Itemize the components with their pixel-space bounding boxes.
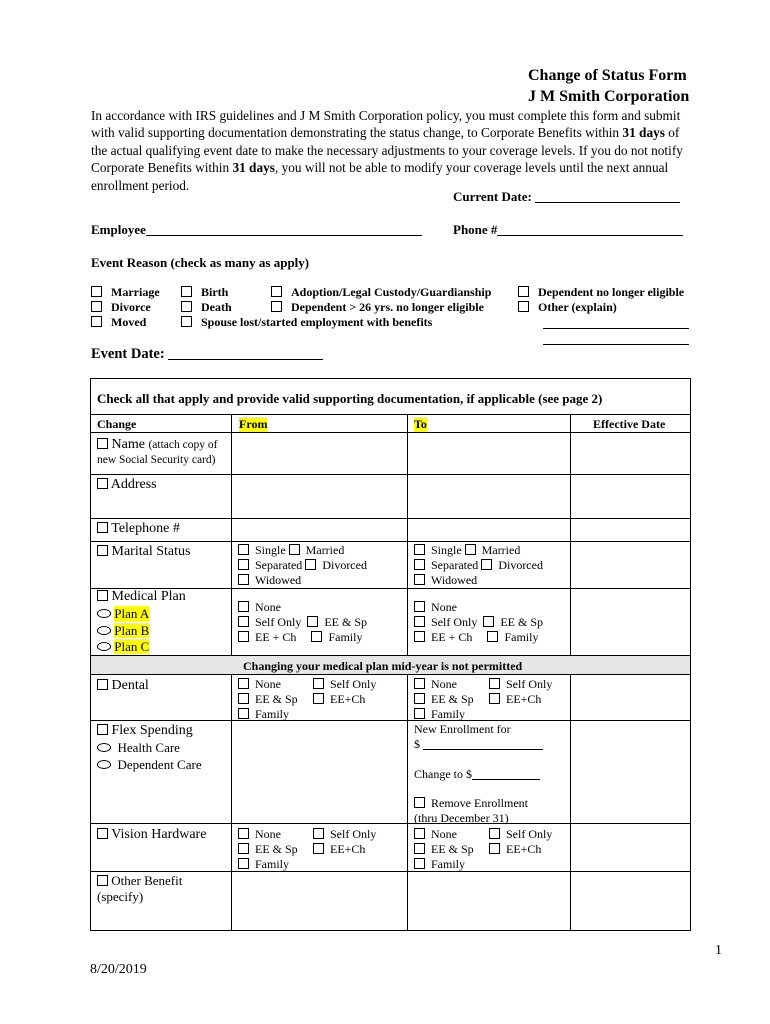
checkbox-icon[interactable] <box>238 678 249 689</box>
flex-options <box>97 740 202 773</box>
row-divider <box>90 432 691 433</box>
option-label: Family <box>504 630 539 644</box>
event-reason-col3 <box>271 285 491 315</box>
remove-label: Remove Enrollment <box>431 796 528 810</box>
option-label: Divorced <box>498 558 543 572</box>
option-label: Widowed <box>431 573 478 587</box>
marital-to-options <box>414 543 543 588</box>
checkbox-icon[interactable] <box>238 574 249 585</box>
employee-line[interactable] <box>146 223 422 236</box>
option-label: EE & Sp <box>431 842 474 856</box>
intro-line: In accordance with IRS guidelines and J M Smith Corporation policy, you must complete this form and submit <box>91 108 681 123</box>
checkbox-icon[interactable] <box>414 678 425 689</box>
flex-sub-label: Health Care <box>117 740 180 755</box>
checkbox-icon[interactable] <box>97 828 108 839</box>
checkbox-adoption[interactable] <box>271 285 491 300</box>
option-label: Separated <box>431 558 479 572</box>
current-date-line[interactable] <box>535 190 680 203</box>
checkbox-icon[interactable] <box>305 559 316 570</box>
checkbox-icon[interactable] <box>518 286 529 297</box>
change-to-field[interactable] <box>414 767 540 782</box>
row-address[interactable] <box>97 477 157 493</box>
remove-enrollment[interactable] <box>414 796 528 811</box>
other-specify: (specify) <box>97 889 144 904</box>
header-effective-date: Effective Date <box>593 417 666 431</box>
new-enrollment-line[interactable] <box>423 737 543 750</box>
checkbox-icon[interactable] <box>97 522 108 533</box>
checkbox-other[interactable] <box>518 300 684 315</box>
option-label: Divorced <box>322 558 367 572</box>
radio-icon[interactable] <box>97 743 111 752</box>
checkbox-icon[interactable] <box>91 316 102 327</box>
checkbox-icon[interactable] <box>481 559 492 570</box>
row-divider <box>90 541 691 542</box>
checkbox-icon[interactable] <box>271 286 282 297</box>
checkbox-icon[interactable] <box>414 616 425 627</box>
table-border <box>90 930 691 931</box>
intro-line: the actual qualifying event date to make the necessary adjustments to your coverage levels. If you do not notify <box>91 142 683 158</box>
checkbox-icon[interactable] <box>414 828 425 839</box>
option-label: Family <box>431 857 466 871</box>
row-marital-status[interactable] <box>97 544 190 560</box>
row-divider <box>90 720 691 721</box>
dollar-sign: $ <box>414 737 420 751</box>
name-label: Name <box>111 437 145 452</box>
intro-text: , you will not be able to modify your coverage levels until the next annual <box>274 160 669 176</box>
row-flex-spending[interactable] <box>97 723 193 739</box>
event-date-field[interactable] <box>91 346 323 363</box>
option-label: Dependent no longer eligible <box>538 285 685 299</box>
option-label: Self Only <box>255 615 302 629</box>
radio-plan-a[interactable] <box>97 606 149 623</box>
checkbox-icon[interactable] <box>97 545 108 556</box>
checkbox-spouse-employment[interactable] <box>181 315 432 330</box>
option-label: Adoption/Legal Custody/Guardianship <box>291 285 492 299</box>
other-explain-line[interactable] <box>543 344 689 345</box>
checkbox-icon[interactable] <box>313 828 324 839</box>
checkbox-icon[interactable] <box>91 301 102 312</box>
form-title: Change of Status Form <box>528 67 687 84</box>
event-reason-col1 <box>91 285 160 330</box>
checkbox-icon[interactable] <box>489 843 500 854</box>
checkbox-icon[interactable] <box>238 858 249 869</box>
checkbox-icon[interactable] <box>97 478 108 489</box>
intro-deadline: 31 days <box>622 125 665 141</box>
checkbox-icon[interactable] <box>97 875 108 886</box>
option-label: EE + Ch <box>431 630 473 644</box>
vision-to-options <box>414 827 552 872</box>
column-divider <box>407 414 408 656</box>
checkbox-icon[interactable] <box>97 724 108 735</box>
option-label: EE & Sp <box>255 692 298 706</box>
plan-label: Plan C <box>114 639 150 654</box>
option-label: Widowed <box>255 573 302 587</box>
row-telephone[interactable] <box>97 521 180 537</box>
option-label: Family <box>255 857 290 871</box>
checkbox-icon[interactable] <box>91 286 102 297</box>
new-enrollment-label: New Enrollment for <box>414 722 511 736</box>
checkbox-icon[interactable] <box>238 708 249 719</box>
footer-date: 8/20/2019 <box>90 962 147 977</box>
checkbox-icon[interactable] <box>238 559 249 570</box>
radio-plan-c[interactable] <box>97 639 149 656</box>
header-to: To <box>414 417 427 431</box>
checkbox-icon[interactable] <box>238 828 249 839</box>
checkbox-moved[interactable] <box>91 315 160 330</box>
option-label: Married <box>481 543 521 557</box>
intro-line <box>91 159 683 176</box>
option-label: EE + Ch <box>255 630 297 644</box>
option-label: Single <box>431 543 462 557</box>
radio-health-care[interactable] <box>97 740 202 757</box>
option-label: None <box>255 827 281 841</box>
checkbox-marriage[interactable] <box>91 285 160 300</box>
medical-note: Changing your medical plan mid-year is not permitted <box>243 659 523 673</box>
option-label: Marriage <box>111 285 160 299</box>
table-instruction: Check all that apply and provide valid supporting documentation, if applicable (see page 2) <box>97 391 603 406</box>
header-from: From <box>239 417 268 431</box>
row-other-benefit[interactable] <box>97 873 182 889</box>
option-label: Single <box>255 543 286 557</box>
option-label: EE+Ch <box>506 842 542 856</box>
flex-sub-label: Dependent Care <box>117 756 202 772</box>
option-label: None <box>431 600 457 614</box>
option-label: Spouse lost/started employment with benefits <box>201 315 433 329</box>
checkbox-icon[interactable] <box>489 678 500 689</box>
dental-label: Dental <box>111 678 149 693</box>
checkbox-icon[interactable] <box>414 797 425 808</box>
checkbox-icon[interactable] <box>313 693 324 704</box>
table-border <box>90 378 691 379</box>
row-name[interactable] <box>97 437 217 453</box>
checkbox-icon[interactable] <box>414 601 425 612</box>
other-explain-line[interactable] <box>543 328 689 329</box>
column-divider <box>407 674 408 931</box>
option-label: EE & Sp <box>255 842 298 856</box>
option-label: Death <box>201 300 232 314</box>
flex-label: Flex Spending <box>111 723 193 738</box>
option-label: Self Only <box>330 827 377 841</box>
checkbox-icon[interactable] <box>97 438 108 449</box>
row-divider <box>90 474 691 475</box>
checkbox-icon[interactable] <box>238 616 249 627</box>
option-label: Other (explain) <box>538 300 617 314</box>
radio-icon[interactable] <box>97 760 111 769</box>
medical-from-options <box>238 600 367 645</box>
option-label: EE & Sp <box>500 615 544 629</box>
page-number: 1 <box>715 943 722 958</box>
checkbox-icon[interactable] <box>489 693 500 704</box>
checkbox-icon[interactable] <box>489 828 500 839</box>
marital-from-options <box>238 543 367 588</box>
vision-from-options <box>238 827 376 872</box>
event-reason-heading: Event Reason (check as many as apply) <box>91 255 310 270</box>
option-label: Married <box>305 543 345 557</box>
row-divider <box>90 518 691 519</box>
radio-icon[interactable] <box>97 642 111 651</box>
event-reason-col4 <box>518 285 684 315</box>
intro-text: Corporate Benefits within <box>91 160 233 176</box>
address-label: Address <box>110 477 157 492</box>
change-to-line[interactable] <box>472 767 540 780</box>
row-vision-hardware[interactable] <box>97 827 206 843</box>
other-label: Other Benefit <box>111 873 183 888</box>
option-label: EE & Sp <box>431 692 474 706</box>
row-divider <box>90 414 691 415</box>
vision-label: Vision Hardware <box>111 827 207 842</box>
checkbox-icon[interactable] <box>289 544 300 555</box>
checkbox-icon[interactable] <box>414 708 425 719</box>
checkbox-icon[interactable] <box>181 286 192 297</box>
checkbox-icon[interactable] <box>271 301 282 312</box>
checkbox-icon[interactable] <box>414 559 425 570</box>
option-label: Birth <box>201 285 229 299</box>
checkbox-icon[interactable] <box>181 316 192 327</box>
option-label: Family <box>328 630 363 644</box>
intro-paragraph <box>91 107 683 194</box>
column-divider <box>570 414 571 656</box>
dental-to-options <box>414 677 552 722</box>
column-divider <box>570 674 571 931</box>
row-divider <box>90 823 691 824</box>
medical-plan-options <box>97 606 149 656</box>
intro-line: enrollment period. <box>91 177 190 193</box>
checkbox-icon[interactable] <box>238 601 249 612</box>
plan-label: Plan A <box>114 606 150 621</box>
checkbox-dependent-over-26[interactable] <box>271 300 491 315</box>
plan-label: Plan B <box>114 622 150 638</box>
current-date-label: Current Date: <box>453 189 532 204</box>
intro-line <box>91 124 683 141</box>
option-label: Family <box>255 707 290 721</box>
checkbox-icon[interactable] <box>414 858 425 869</box>
option-label: Self Only <box>330 677 377 691</box>
change-to-label: Change to $ <box>414 767 472 781</box>
checkbox-icon[interactable] <box>487 631 498 642</box>
checkbox-icon[interactable] <box>313 678 324 689</box>
phone-field[interactable] <box>453 222 683 238</box>
employee-field[interactable] <box>91 222 422 238</box>
phone-label: Phone # <box>453 222 498 237</box>
checkbox-icon[interactable] <box>414 693 425 704</box>
header-change: Change <box>97 417 137 431</box>
checkbox-icon[interactable] <box>414 631 425 642</box>
dental-from-options <box>238 677 376 722</box>
checkbox-icon[interactable] <box>414 544 425 555</box>
company-name: J M Smith Corporation <box>528 88 690 105</box>
checkbox-icon[interactable] <box>313 843 324 854</box>
row-medical-plan[interactable] <box>97 589 186 605</box>
telephone-label: Telephone # <box>111 521 180 536</box>
radio-plan-b[interactable] <box>97 623 149 640</box>
option-label: Moved <box>111 315 147 329</box>
checkbox-dependent-ineligible[interactable] <box>518 285 684 300</box>
checkbox-icon[interactable] <box>238 693 249 704</box>
row-divider <box>90 674 691 675</box>
intro-deadline: 31 days <box>232 160 275 176</box>
row-divider <box>90 871 691 872</box>
column-divider <box>231 674 232 931</box>
option-label: EE & Sp <box>324 615 368 629</box>
option-label: None <box>255 600 281 614</box>
option-label: EE+Ch <box>506 692 542 706</box>
medical-label: Medical Plan <box>111 589 186 604</box>
row-dental[interactable] <box>97 678 149 694</box>
option-label: None <box>431 827 457 841</box>
checkbox-icon[interactable] <box>311 631 322 642</box>
option-label: EE+Ch <box>330 692 366 706</box>
name-note: (attach copy of <box>148 439 218 451</box>
checkbox-icon[interactable] <box>414 843 425 854</box>
medical-to-options <box>414 600 543 645</box>
radio-icon[interactable] <box>97 609 111 618</box>
checkbox-icon[interactable] <box>465 544 476 555</box>
checkbox-icon[interactable] <box>181 301 192 312</box>
option-label: Dependent > 26 yrs. no longer eligible <box>291 300 484 314</box>
checkbox-icon[interactable] <box>238 631 249 642</box>
option-label: Family <box>431 707 466 721</box>
event-date-label: Event Date: <box>91 346 165 362</box>
column-divider <box>231 414 232 656</box>
intro-text: with valid supporting documentation demonstrating the status change, to Corporate Benefits within <box>91 125 623 141</box>
remove-thru: (thru December 31) <box>414 811 509 825</box>
radio-icon[interactable] <box>97 626 111 635</box>
checkbox-icon[interactable] <box>307 616 318 627</box>
option-label: Separated <box>255 558 303 572</box>
option-label: Self Only <box>506 827 553 841</box>
option-label: Self Only <box>431 615 478 629</box>
checkbox-divorce[interactable] <box>91 300 160 315</box>
employee-label: Employee <box>91 222 146 237</box>
marital-label: Marital Status <box>111 544 191 559</box>
checkbox-icon[interactable] <box>238 544 249 555</box>
option-label: None <box>431 677 457 691</box>
option-label: None <box>255 677 281 691</box>
current-date-field[interactable] <box>453 189 680 205</box>
checkbox-icon[interactable] <box>414 574 425 585</box>
option-label: Divorce <box>111 300 151 314</box>
event-date-line[interactable] <box>168 347 323 360</box>
checkbox-icon[interactable] <box>97 590 108 601</box>
checkbox-icon[interactable] <box>518 301 529 312</box>
checkbox-icon[interactable] <box>483 616 494 627</box>
option-label: Self Only <box>506 677 553 691</box>
new-enrollment-field[interactable] <box>414 737 543 752</box>
name-note-2: new Social Security card) <box>97 454 216 466</box>
checkbox-icon[interactable] <box>238 843 249 854</box>
intro-text: of <box>664 125 680 141</box>
option-label: EE+Ch <box>330 842 366 856</box>
radio-dependent-care[interactable] <box>97 757 202 774</box>
phone-line[interactable] <box>497 223 683 236</box>
checkbox-icon[interactable] <box>97 679 108 690</box>
